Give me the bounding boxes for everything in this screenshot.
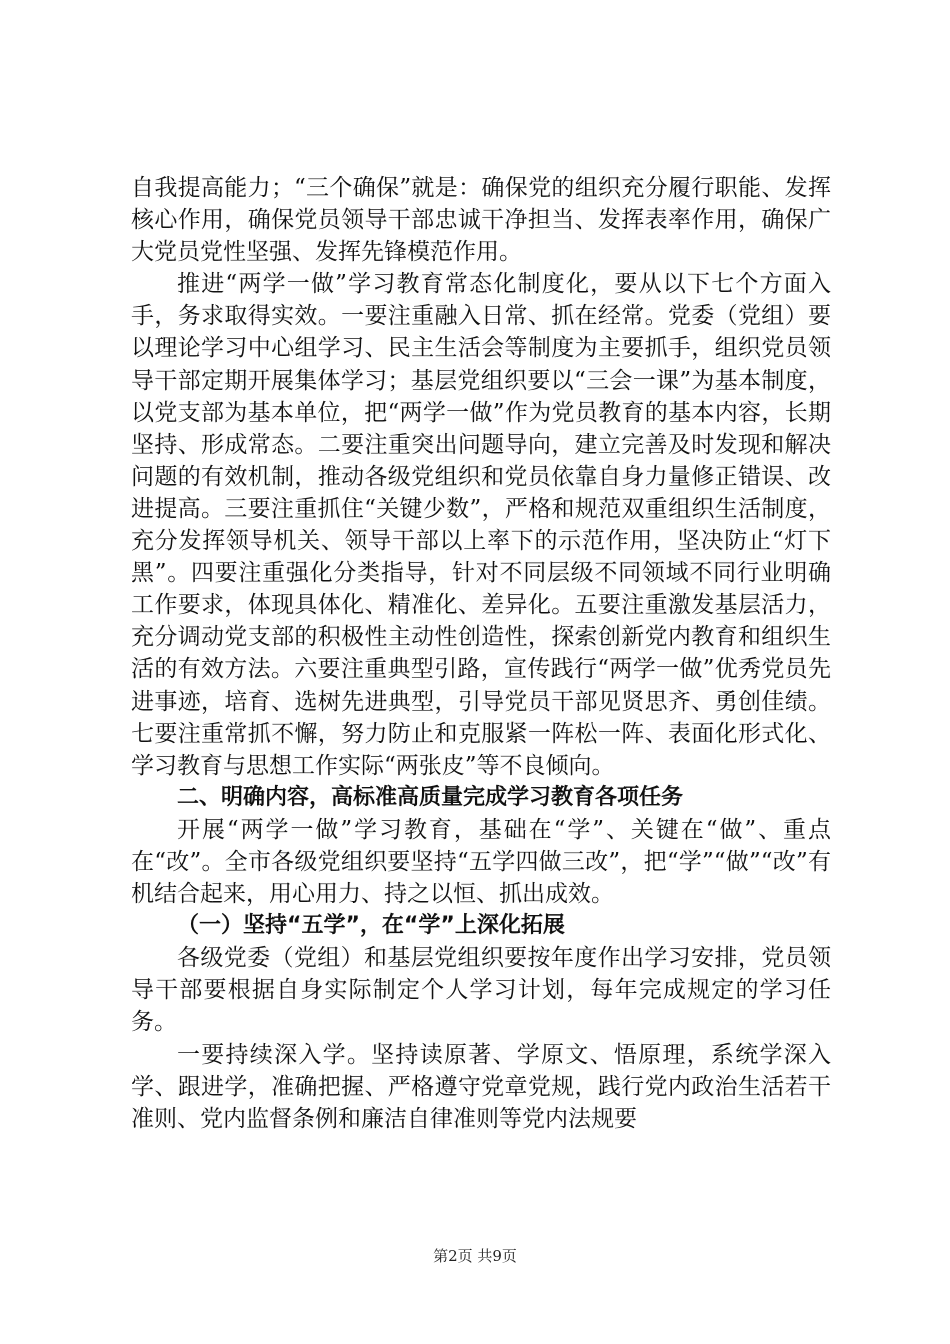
section-heading-2: 二、明确内容，高标准高质量完成学习教育各项任务 <box>177 784 684 810</box>
paragraph-deep-study: 一要持续深入学。坚持读原著、学原文、悟原理，系统学深入学、跟进学，准确把握、严格遵守党章党规，践行党内政治生活若干准则、党内监督条例和廉洁自律准则等党内法规要 <box>131 1041 831 1132</box>
paragraph-continuation: 自我提高能力；“三个确保”就是：确保党的组织充分履行职能、发挥核心作用，确保党员领导干部忠诚干净担当、发挥表率作用，确保广大党员党性坚强、发挥先锋模范作用。 <box>131 175 831 266</box>
subsection-heading-1: （一）坚持“五学”，在“学”上深化拓展 <box>177 913 565 939</box>
page-number-footer: 第2页 共9页 <box>433 1247 517 1265</box>
paragraph-seven-aspects: 推进“两学一做”学习教育常态化制度化，要从以下七个方面入手，务求取得实效。一要注重融入日常、抓在经常。党委（党组）要以理论学习中心组学习、民主生活会等制度为主要抓手，组织党员领导干部定期开展集体学习；基层党组织要以“三会一课”为基本制度，以党支部为基本单位，把“两学一做”作为党员教育的基本内容，长期坚持、形成常态。二要注重突出问题导向，建立完善及时发现和解决问题的有效机制，推动各级党组织和党员依靠自身力量修正错误、改进提高。三要注重抓住“关键少数”，严格和规范双重组织生活制度，充分发挥领导机关、领导干部以上率下的示范作用，坚决防止“灯下黑”。四要注重强化分类指导，针对不同层级不同领域不同行业明确工作要求，体现具体化、精准化、差异化。五要注重激发基层活力，充分调动党支部的积极性主动性创造性，探索创新党内教育和组织生活的有效方法。六要注重典型引路，宣传践行“两学一做”优秀党员先进事迹，培育、选树先进典型，引导党员干部见贤思齐、勇创佳绩。七要注重常抓不懈，努力防止和克服紧一阵松一阵、表面化形式化、学习教育与思想工作实际“两张皮”等不良倾向。 <box>131 271 831 779</box>
paragraph-annual-plan: 各级党委（党组）和基层党组织要按年度作出学习安排，党员领导干部要根据自身实际制定个人学习计划，每年完成规定的学习任务。 <box>131 945 831 1036</box>
document-body <box>131 172 831 1135</box>
paragraph-learn-do-change: 开展“两学一做”学习教育，基础在“学”、关键在“做”、重点在“改”。全市各级党组织要坚持“五学四做三改”，把“学”“做”“改”有机结合起来，用心用力、持之以恒、抓出成效。 <box>131 816 831 908</box>
